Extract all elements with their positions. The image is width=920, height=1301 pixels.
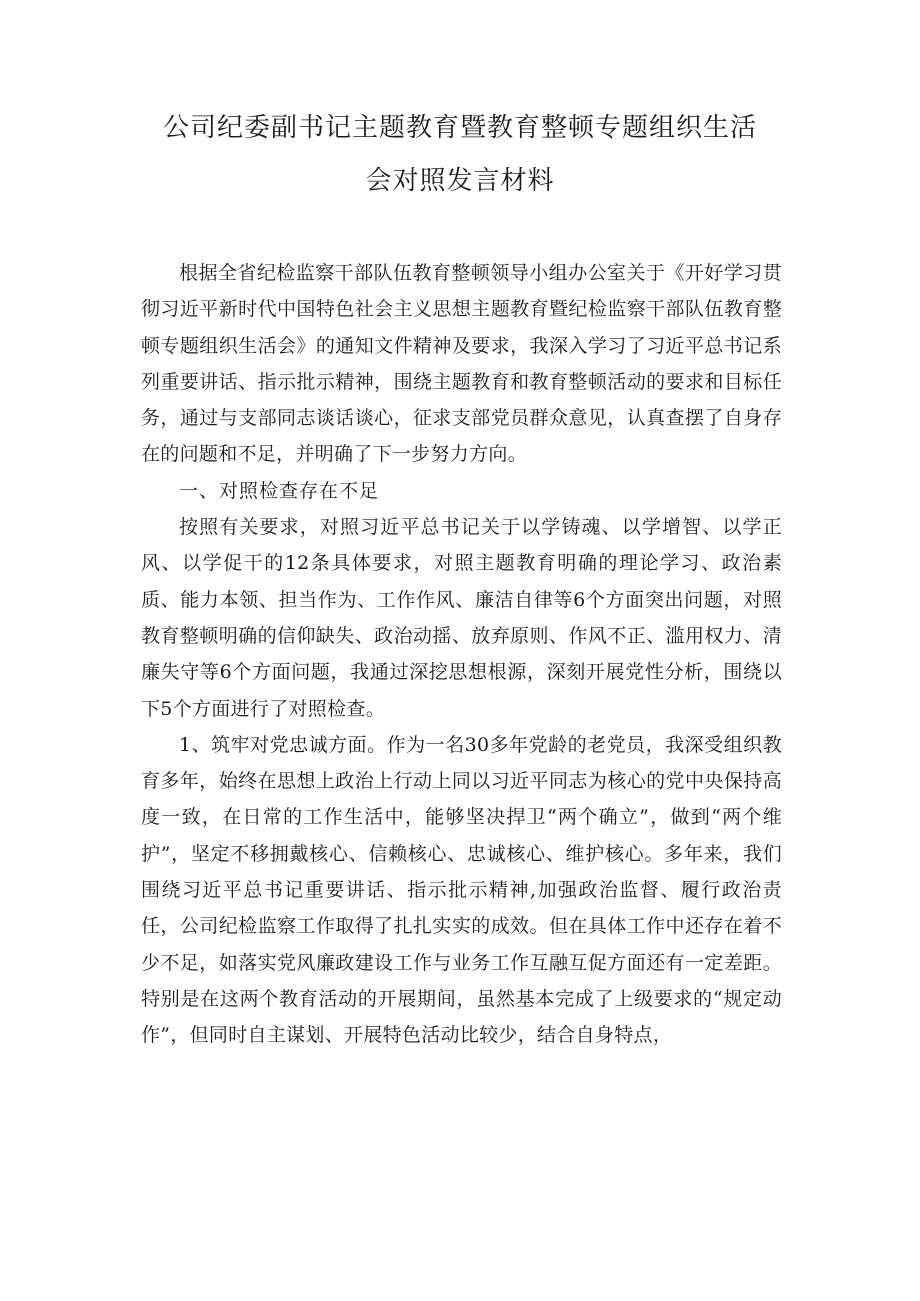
- intro-paragraph: 根据全省纪检监察干部队伍教育整顿领导小组办公室关于《开好学习贯彻习近平新时代中国特色社会主义思想主题教育暨纪检监察干部队伍教育整顿专题组织生活会》的通知文件精神及要求，我深入学习了习近平总书记系列重要讲话、指示批示精神，围绕主题教育和教育整顿活动的要求和目标任务，通过与支部同志谈话谈心，征求支部党员群众意见，认真查摆了自身存在的问题和不足，并明确了下一步努力方向。: [141, 262, 782, 466]
- document-body: [141, 255, 782, 1054]
- section-heading: 一、对照检查存在不足: [179, 479, 380, 502]
- loyalty-paragraph: 1、筑牢对党忠诚方面。作为一名30多年党龄的老党员，我深受组织教育多年，始终在思想上政治上行动上同以习近平同志为核心的党中央保持高度一致，在日常的工作生活中，能够坚决捍卫“两个确立”，做到“两个维护”，坚定不移拥戴核心、信赖核心、忠诚核心、维护核心。多年来，我们围绕习近平总书记重要讲话、指示批示精神,加强政治监督、履行政治责任，公司纪检监察工作取得了扎扎实实的成效。但在具体工作中还存在着不少不足，如落实党风廉政建设工作与业务工作互融互促方面还有一定差距。特别是在这两个教育活动的开展期间，虽然基本完成了上级要求的“规定动作”，但同时自主谋划、开展特色活动比较少，结合自身特点，: [141, 733, 782, 1047]
- document-title-line-1: 公司纪委副书记主题教育暨教育整顿专题组织生活: [162, 113, 757, 143]
- checklist-paragraph: 按照有关要求，对照习近平总书记关于以学铸魂、以学增智、以学正风、以学促干的12条具体要求，对照主题教育明确的理论学习、政治素质、能力本领、担当作为、工作作风、廉洁自律等6个方面突出问题，对照教育整顿明确的信仰缺失、政治动摇、放弃原则、作风不正、滥用权力、清廉失守等6个方面问题，我通过深挖思想根源，深刻开展党性分析，围绕以下5个方面进行了对照检查。: [141, 516, 782, 720]
- document-title-line-2: 会对照发言材料: [365, 166, 555, 196]
